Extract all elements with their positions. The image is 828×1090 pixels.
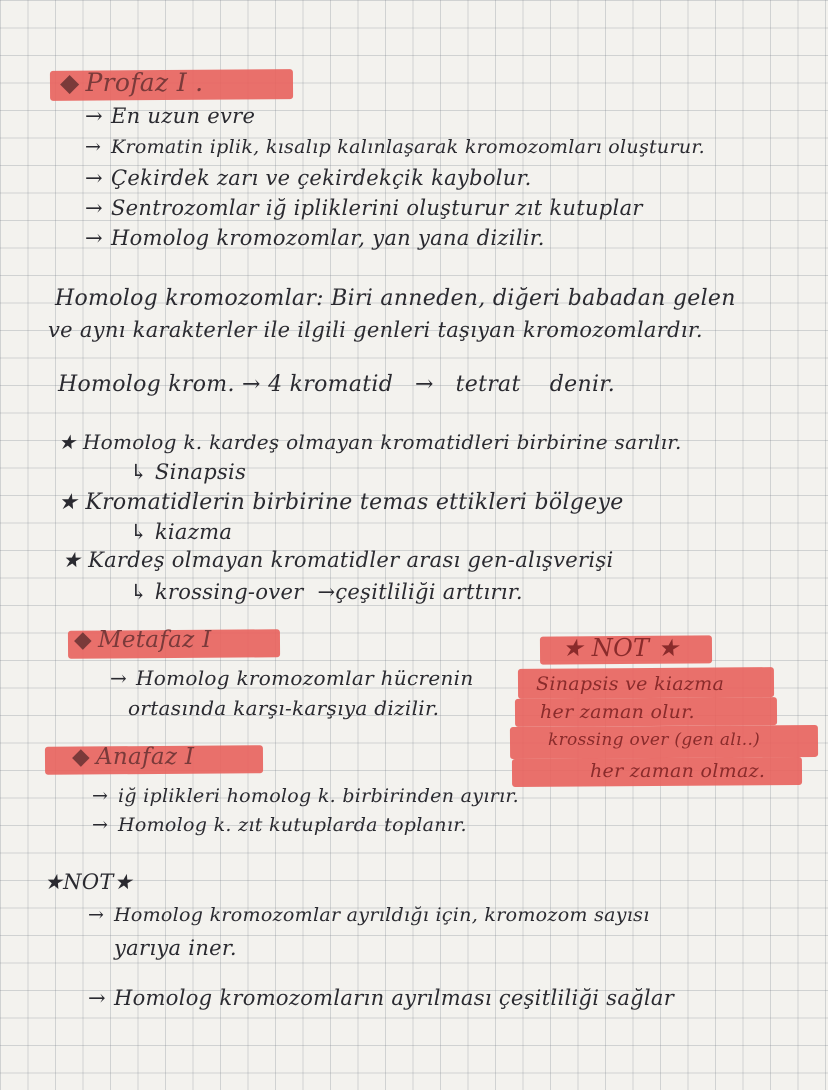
profaz-item: → Homolog kromozomlar, yan yana dizilir. xyxy=(85,226,545,250)
star-sub: ↳ Sinapsis xyxy=(130,460,247,484)
bullet-icon: ◆ xyxy=(72,744,90,770)
star-item: ★ Homolog k. kardeş olmayan kromatidleri birbirine sarılır. xyxy=(58,430,682,454)
hook-arrow-icon: ↳ xyxy=(130,520,148,544)
arrow-icon: → xyxy=(85,136,102,158)
bullet-icon: ◆ xyxy=(74,627,92,653)
star-icon: ★ xyxy=(62,548,82,572)
star-item: ★ Kromatidlerin birbirine temas ettikleri bölgeye xyxy=(58,490,624,515)
profaz-item: → Sentrozomlar iğ ipliklerini oluşturur zıt kutuplar xyxy=(85,196,643,220)
hook-arrow-icon: ↳ xyxy=(130,580,148,604)
star-icon: ★ xyxy=(562,634,584,662)
not-line: her zaman olur. xyxy=(540,701,695,723)
arrow-icon: → xyxy=(85,104,103,128)
not-title: ★ NOT ★ xyxy=(562,634,680,662)
hook-arrow-icon: ↳ xyxy=(130,460,148,484)
star-icon: ★ xyxy=(58,490,79,515)
not-line: her zaman olmaz. xyxy=(590,760,766,782)
profaz-heading: ◆ Profaz I . xyxy=(60,68,204,97)
arrow-icon: → xyxy=(88,904,105,926)
arrow-icon: → xyxy=(92,814,109,836)
metafaz-line: → Homolog kromozomlar hücrenin xyxy=(110,666,474,690)
arrow-icon: → xyxy=(110,666,128,690)
metafaz-heading: ◆ Metafaz I xyxy=(74,627,212,653)
arrow-icon: → xyxy=(92,785,109,807)
anafaz-heading: ◆ Anafaz I xyxy=(72,744,195,770)
anafaz-item: → Homolog k. zıt kutuplarda toplanır. xyxy=(92,814,467,836)
arrow-icon: → xyxy=(88,986,106,1010)
profaz-item: → En uzun evre xyxy=(85,104,256,128)
definition-line: Homolog kromozomlar: Biri anneden, diğeri babadan gelen xyxy=(55,286,736,311)
arrow-icon: → xyxy=(317,580,336,604)
anafaz-item: → iğ iplikleri homolog k. birbirinden ayırır. xyxy=(92,785,520,807)
not-line: Sinapsis ve kiazma xyxy=(536,673,725,695)
not2-item: → Homolog kromozomlar ayrıldığı için, kromozom sayısı xyxy=(88,904,650,926)
arrow-icon: → xyxy=(85,166,103,190)
not-line: krossing over (gen alı..) xyxy=(548,730,761,750)
star-icon: ★ xyxy=(58,430,77,454)
metafaz-line: ortasında karşı-karşıya dizilir. xyxy=(128,696,440,720)
definition-line: ve aynı karakterler ile ilgili genleri taşıyan kromozomlardır. xyxy=(48,318,703,342)
arrow-icon: → xyxy=(85,226,103,250)
star-sub: ↳ krossing-over →çeşitliliği arttırır. xyxy=(130,580,523,604)
star-icon: ★ xyxy=(657,634,680,662)
not2-item: → Homolog kromozomların ayrılması çeşitliliği sağlar xyxy=(88,986,675,1010)
star-item: ★ Kardeş olmayan kromatidler arası gen-alışverişi xyxy=(62,548,614,572)
not2-item-cont: yarıya iner. xyxy=(114,936,237,960)
arrow-icon: → xyxy=(85,196,103,220)
star-sub: ↳ kiazma xyxy=(130,520,233,544)
profaz-item: → Kromatin iplik, kısalıp kalınlaşarak kromozomları oluşturur. xyxy=(85,136,706,158)
arrow-icon: → xyxy=(242,372,261,397)
profaz-item: → Çekirdek zarı ve çekirdekçik kaybolur. xyxy=(85,166,532,190)
bullet-icon: ◆ xyxy=(60,68,80,97)
arrow-icon: → xyxy=(415,372,434,397)
star-icon: ★ xyxy=(113,870,133,894)
tetrad-line: Homolog krom. → 4 kromatid → tetrat denir. xyxy=(58,372,615,397)
not2-title: ★NOT★ xyxy=(44,870,133,894)
star-icon: ★ xyxy=(44,870,64,894)
